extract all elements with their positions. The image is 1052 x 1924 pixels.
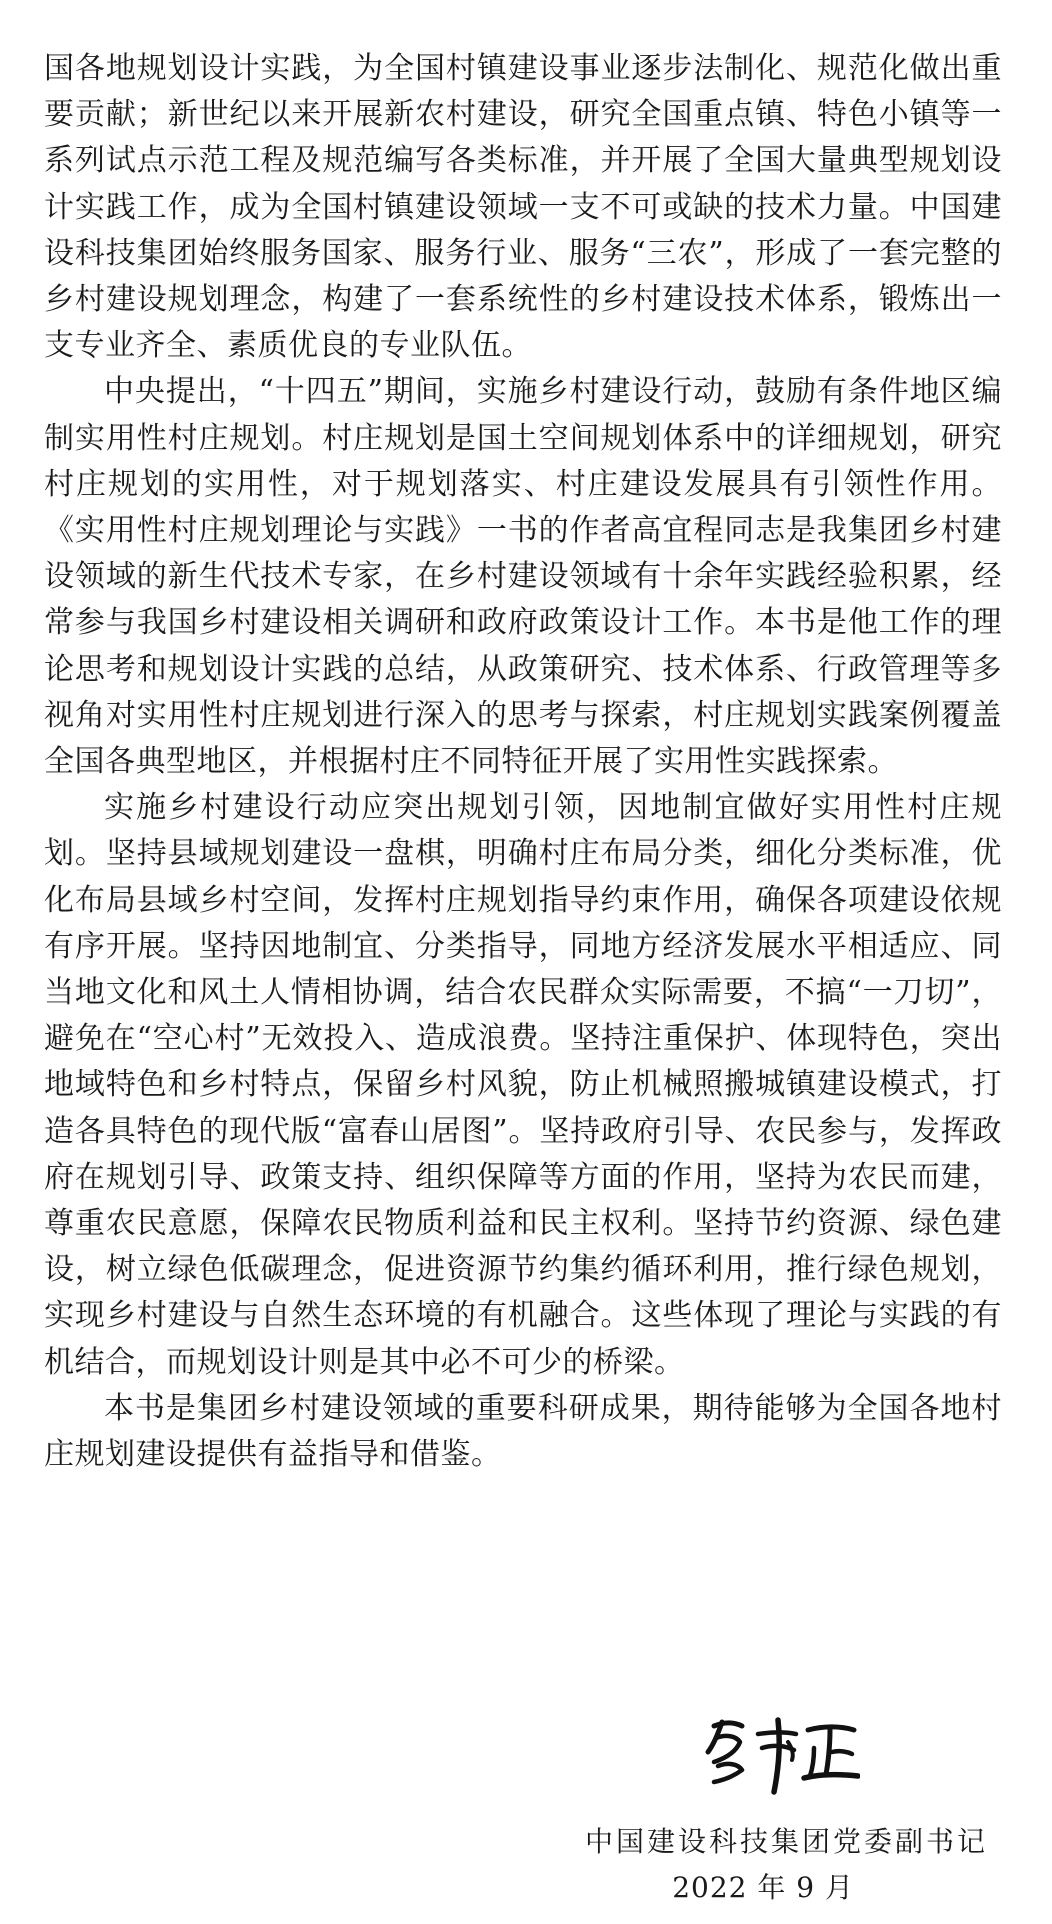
paragraph-1: 国各地规划设计实践，为全国村镇建设事业逐步法制化、规范化做出重要贡献；新世纪以来开展新农村建设，研究全国重点镇、特色小镇等一系列试点示范工程及规范编写各类标准，并开展了全国大量典型规划设计实践工作，成为全国村镇建设领域一支不可或缺的技术力量。中国建设科技集团始终服务国家、服务行业、服务“三农”，形成了一套完整的乡村建设规划理念，构建了一套系统性的乡村建设技术体系，锻炼出一支专业齐全、素质优良的专业队伍。 [44,51,1002,364]
handwritten-signature [700,1712,860,1802]
paragraph-4: 本书是集团乡村建设领域的重要科研成果，期待能够为全国各地村庄规划建设提供有益指导和借鉴。 [44,1390,1002,1473]
paragraph-2: 中央提出，“十四五”期间，实施乡村建设行动，鼓励有条件地区编制实用性村庄规划。村庄规划是国土空间规划体系中的详细规划，研究村庄规划的实用性，对于规划落实、村庄建设发展具有引领性作用。《实用性村庄规划理论与实践》一书的作者高宜程同志是我集团乡村建设领域的新生代技术专家，在乡村建设领域有十余年实践经验积累，经常参与我国乡村建设相关调研和政府政策设计工作。本书是他工作的理论思考和规划设计实践的总结，从政策研究、技术体系、行政管理等多视角对实用性村庄规划进行深入的思考与探索，村庄规划实践案例覆盖全国各典型地区，并根据村庄不同特征开展了实用性实践探索。 [44,374,1002,780]
signoff-date: 2022 年 9 月 [672,1871,854,1904]
paragraph-3: 实施乡村建设行动应突出规划引领，因地制宜做好实用性村庄规划。坚持县域规划建设一盘棋，明确村庄布局分类，细化分类标准，优化布局县域乡村空间，发挥村庄规划指导约束作用，确保各项建设依规有序开展。坚持因地制宜、分类指导，同地方经济发展水平相适应、同当地文化和风土人情相协调，结合农民群众实际需要，不搞“一刀切”，避免在“空心村”无效投入、造成浪费。坚持注重保护、体现特色，突出地域特色和乡村特点，保留乡村风貌，防止机械照搬城镇建设模式，打造各具特色的现代版“富春山居图”。坚持政府引导、农民参与，发挥政府在规划引导、政策支持、组织保障等方面的作用，坚持为农民而建，尊重农民意愿，保障农民物质利益和民主权利。坚持节约资源、绿色建设，树立绿色低碳理念，促进资源节约集约循环利用，推行绿色规划，实现乡村建设与自然生态环境的有机融合。这些体现了理论与实践的有机结合，而规划设计则是其中必不可少的桥梁。 [44,790,1002,1380]
body-text [44,46,1002,1478]
signoff-organization: 中国建设科技集团党委副书记 [584,1825,988,1858]
